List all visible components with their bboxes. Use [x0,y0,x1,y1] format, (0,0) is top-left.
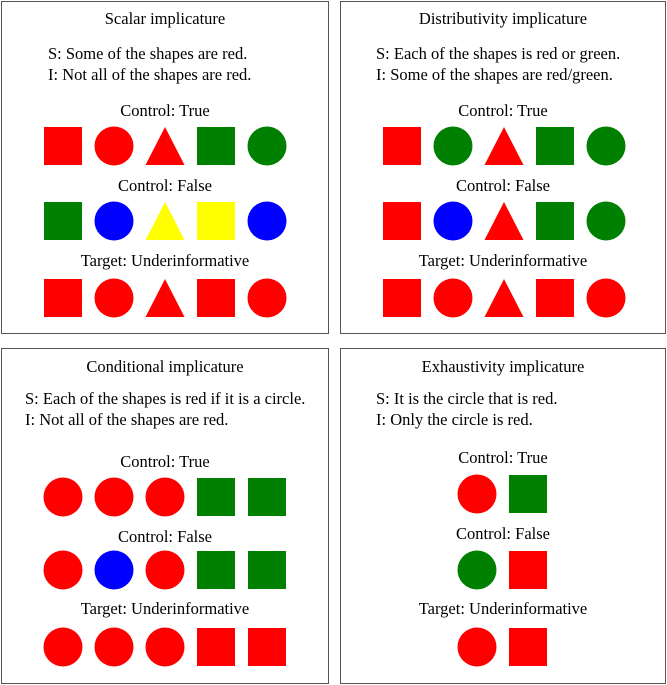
panel-title: Conditional implicature [86,357,244,376]
square-fill [197,628,235,666]
red-square [508,627,548,667]
square-fill [509,551,547,589]
panel-conditional [1,348,329,684]
row-label: Control: True [120,452,210,471]
panel-exhaustivity [340,348,666,684]
circle-fill [248,202,287,241]
red-circle [145,550,185,590]
red-square [43,278,83,318]
statement-s: S: Some of the shapes are red. [48,44,248,63]
circle-fill [587,202,626,241]
red-circle [43,550,83,590]
panel-title: Scalar implicature [104,9,226,28]
shape-row [43,627,287,669]
circle-fill [458,551,497,590]
red-square [508,550,548,590]
statement-s: S: It is the circle that is red. [376,389,558,408]
circle-fill [434,279,473,318]
red-circle [94,627,134,667]
row-label: Control: True [120,101,210,120]
shape-row [43,550,287,592]
statement-s: S: Each of the shapes is red if it is a circle. [25,389,306,408]
circle-fill [44,478,83,517]
statement-i: I: Some of the shapes are red/green. [376,65,613,84]
circle-fill [434,127,473,166]
square-fill [44,202,82,240]
row-label: Control: True [458,448,548,467]
square-fill [197,202,235,240]
square-fill [509,628,547,666]
square-fill [248,478,286,516]
square-fill [248,551,286,589]
square-fill [197,478,235,516]
panel-distributivity [340,1,666,334]
statement-i: I: Only the circle is red. [376,410,533,429]
green-square [196,550,236,590]
green-square [535,126,575,166]
panel-scalar [1,1,329,334]
circle-fill [95,478,134,517]
statement-i: I: Not all of the shapes are red. [48,65,252,84]
shape-row [457,474,548,516]
row-label: Control: True [458,101,548,120]
green-square [535,201,575,241]
square-fill [44,127,82,165]
square-fill [197,551,235,589]
shape-row [43,201,287,243]
red-circle [94,126,134,166]
triangle-fill [485,202,524,240]
red-circle [43,477,83,517]
red-circle [586,278,626,318]
green-circle [457,550,497,590]
red-square [535,278,575,318]
green-square [43,201,83,241]
red-circle [433,278,473,318]
row-label: Target: Underinformative [418,599,588,618]
red-circle [145,627,185,667]
red-triangle [145,126,185,166]
statement-i: I: Not all of the shapes are red. [25,410,229,429]
row-label: Target: Underinformative [80,251,250,270]
triangle-fill [146,202,185,240]
circle-fill [146,478,185,517]
circle-fill [95,202,134,241]
red-square [382,278,422,318]
row-label: Control: False [456,176,550,195]
shape-row [457,550,548,592]
green-circle [586,201,626,241]
red-square [382,126,422,166]
green-circle [433,126,473,166]
panel-title: Exhaustivity implicature [421,357,585,376]
circle-fill [458,475,497,514]
red-circle [457,627,497,667]
row-label: Control: False [118,176,212,195]
green-square [508,474,548,514]
red-circle [247,278,287,318]
row-label: Control: False [118,527,212,546]
green-circle [247,126,287,166]
red-square [196,278,236,318]
yellow-triangle [145,201,185,241]
triangle-fill [146,279,185,317]
green-square [247,477,287,517]
shape-row [457,627,548,669]
circle-fill [248,279,287,318]
square-fill [383,202,421,240]
circle-fill [146,551,185,590]
circle-fill [95,127,134,166]
red-triangle [145,278,185,318]
red-circle [94,477,134,517]
shape-row [43,126,287,168]
circle-fill [587,279,626,318]
panel-title: Distributivity implicature [418,9,588,28]
blue-circle [247,201,287,241]
triangle-fill [485,279,524,317]
shape-row [43,477,287,519]
blue-circle [433,201,473,241]
blue-circle [94,550,134,590]
square-fill [248,628,286,666]
row-label: Control: False [456,524,550,543]
square-fill [536,127,574,165]
red-circle [145,477,185,517]
yellow-square [196,201,236,241]
red-triangle [484,201,524,241]
circle-fill [95,628,134,667]
statement-s: S: Each of the shapes is red or green. [376,44,621,63]
red-triangle [484,126,524,166]
red-square [43,126,83,166]
circle-fill [146,628,185,667]
square-fill [197,279,235,317]
red-circle [457,474,497,514]
circle-fill [44,628,83,667]
red-circle [43,627,83,667]
red-square [382,201,422,241]
green-square [196,126,236,166]
square-fill [383,279,421,317]
shape-row [43,278,287,320]
blue-circle [94,201,134,241]
green-square [247,550,287,590]
square-fill [383,127,421,165]
circle-fill [458,628,497,667]
red-square [196,627,236,667]
triangle-fill [146,127,185,165]
circle-fill [248,127,287,166]
red-square [247,627,287,667]
circle-fill [587,127,626,166]
green-circle [586,126,626,166]
square-fill [197,127,235,165]
square-fill [44,279,82,317]
square-fill [509,475,547,513]
green-square [196,477,236,517]
red-triangle [484,278,524,318]
shape-row [382,126,626,168]
shape-row [382,278,626,320]
row-label: Target: Underinformative [80,599,250,618]
circle-fill [434,202,473,241]
circle-fill [95,279,134,318]
triangle-fill [485,127,524,165]
square-fill [536,279,574,317]
row-label: Target: Underinformative [418,251,588,270]
square-fill [536,202,574,240]
circle-fill [95,551,134,590]
circle-fill [44,551,83,590]
red-circle [94,278,134,318]
shape-row [382,201,626,243]
